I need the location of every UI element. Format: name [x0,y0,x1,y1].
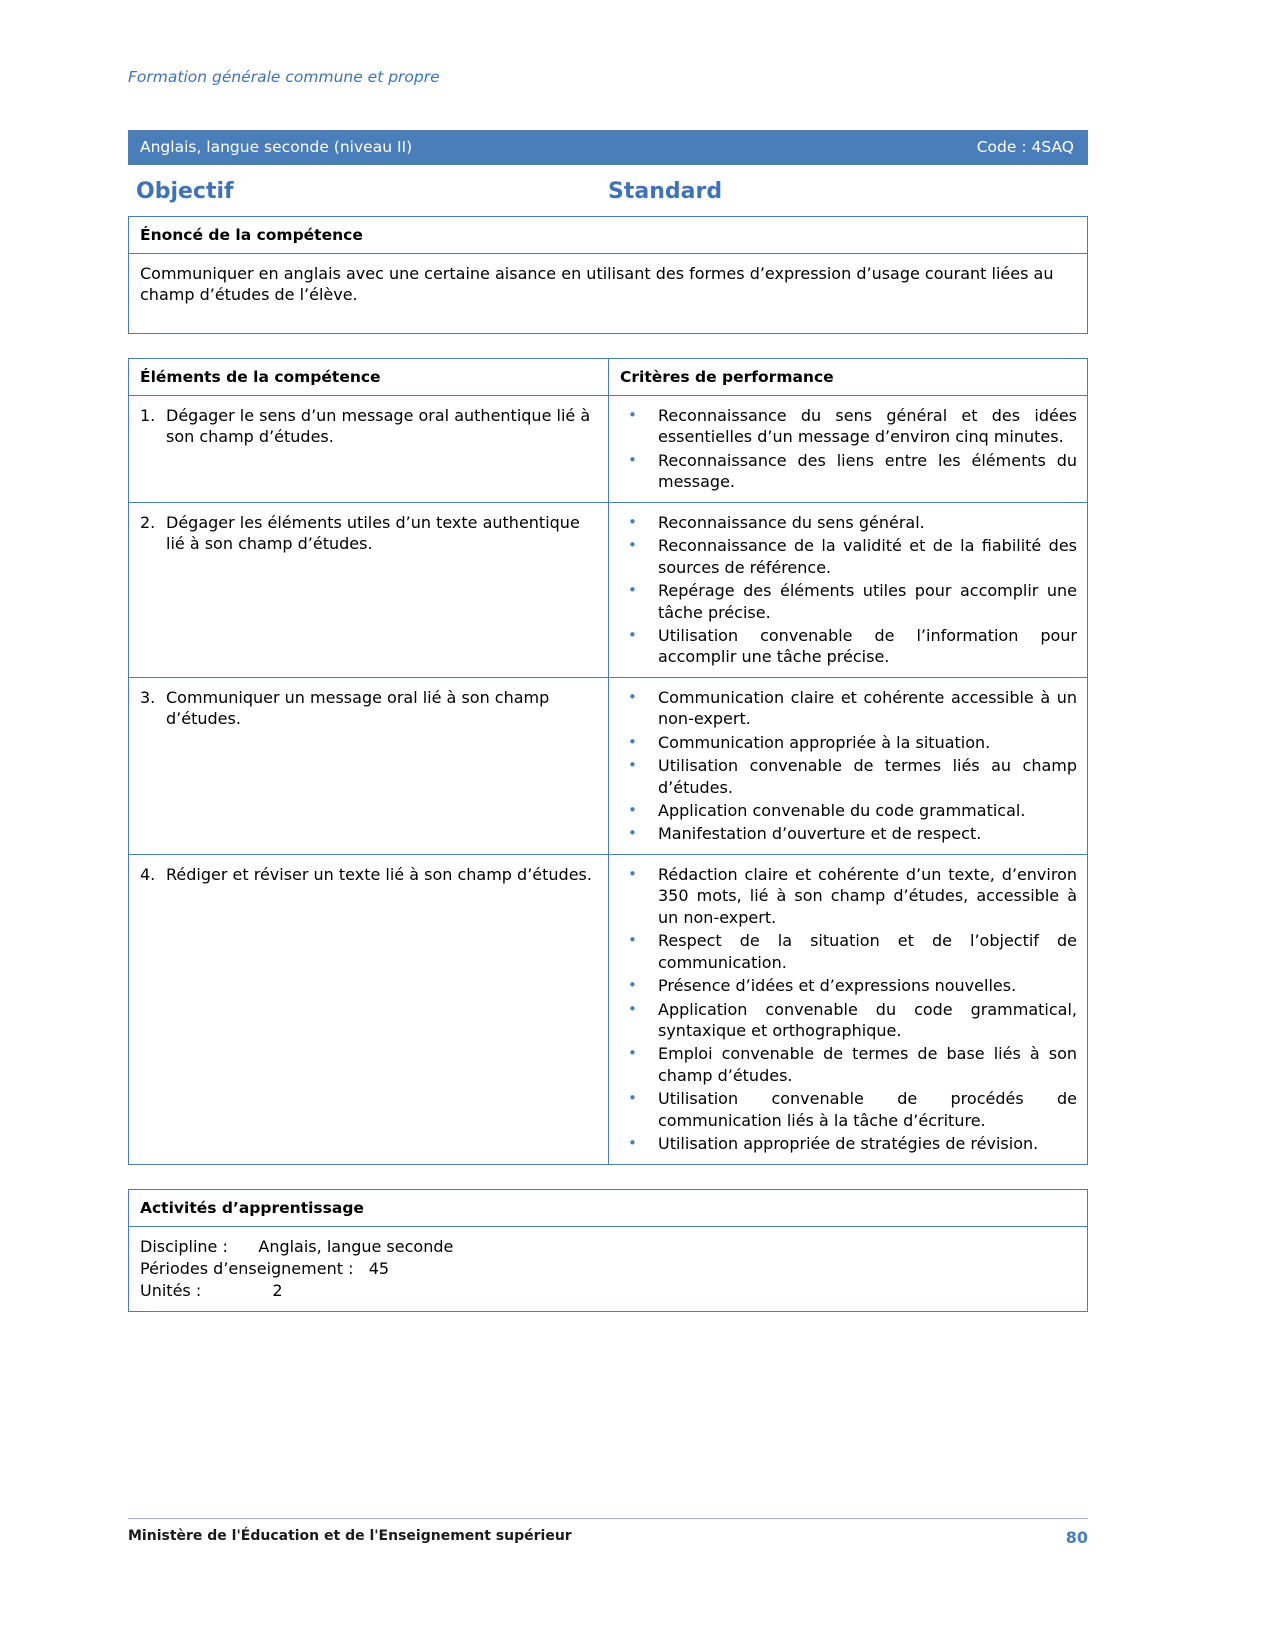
elements-column-header: Éléments de la compétence [129,359,609,396]
criteria-column-header: Critères de performance [609,359,1088,396]
criteria-item: • Manifestation d’ouverture et de respect. [620,823,1077,844]
criteria-list [620,405,1077,493]
criteria-item: • Présence d’idées et d’expressions nouvelles. [620,975,1077,996]
page-content [128,130,1088,1312]
table-row [129,1226,1088,1311]
element-number: 1. [140,406,156,425]
criteria-cell [609,854,1088,1164]
activities-line: Discipline : Anglais, langue seconde [140,1236,454,1256]
element-number: 2. [140,512,156,532]
criteria-list [620,687,1077,845]
criteria-item: • Reconnaissance du sens général. [620,512,1077,533]
criteria-cell [609,677,1088,854]
element-text: Dégager les éléments utiles d’un texte authentique lié à son champ d’études. [166,512,580,553]
element-number: 4. [140,864,156,884]
criteria-item: • Utilisation convenable de procédés de communication liés à la tâche d’écriture. [620,1088,1077,1131]
activities-body [129,1226,1088,1311]
table-row [129,502,1088,677]
criteria-list [620,512,1077,668]
criteria-item: • Rédaction claire et cohérente d’un texte, d’environ 350 mots, lié à son champ d’études, accessible à un non-expert. [620,864,1077,928]
running-header: Formation générale commune et propre [128,68,440,86]
criteria-cell [609,396,1088,503]
element-number: 3. [140,687,156,707]
competence-statement-header: Énoncé de la compétence [129,217,1088,254]
element-text: Dégager le sens d’un message oral authentique lié à son champ d’études. [166,406,591,447]
criteria-item: • Reconnaissance du sens général et des idées essentielles d’un message d’environ cinq minutes. [620,405,1077,448]
criteria-item: • Reconnaissance de la validité et de la fiabilité des sources de référence. [620,535,1077,578]
objectif-heading: Objectif [136,179,234,204]
criteria-item: • Respect de la situation et de l’objectif de communication. [620,930,1077,973]
criteria-item: • Utilisation convenable de termes liés au champ d’études. [620,755,1077,798]
course-code: Code : 4SAQ [976,138,1074,156]
table-row [129,217,1088,254]
competence-elements-table [128,358,1088,1165]
criteria-item: • Communication claire et cohérente accessible à un non-expert. [620,687,1077,730]
criteria-item: • Application convenable du code grammatical, syntaxique et orthographique. [620,999,1077,1042]
course-title: Anglais, langue seconde (niveau II) [140,138,413,156]
spacer [128,1165,1088,1189]
criteria-cell [609,502,1088,677]
criteria-item: • Application convenable du code grammatical. [620,800,1077,821]
element-text: Rédiger et réviser un texte lié à son champ d’études. [166,864,592,884]
criteria-item: • Utilisation appropriée de stratégies de révision. [620,1133,1077,1154]
criteria-list [620,864,1077,1155]
activities-line: Unités : 2 [140,1280,283,1300]
table-row [129,1189,1088,1226]
element-cell [129,677,609,854]
standard-heading: Standard [608,179,723,204]
spacer [128,334,1088,358]
criteria-item: • Repérage des éléments utiles pour accomplir une tâche précise. [620,580,1077,623]
column-headings [128,179,1088,204]
activities-table [128,1189,1088,1312]
table-row [129,254,1088,334]
footer-divider [128,1518,1088,1519]
element-text: Communiquer un message oral lié à son champ d’études. [166,687,550,728]
page-footer [128,1528,1088,1547]
activities-header: Activités d’apprentissage [129,1189,1088,1226]
competence-statement-table [128,216,1088,334]
table-header-row [129,359,1088,396]
element-cell [129,502,609,677]
element-cell [129,396,609,503]
table-row [129,396,1088,503]
criteria-item: • Communication appropriée à la situation. [620,732,1077,753]
criteria-item: • Reconnaissance des liens entre les éléments du message. [620,450,1077,493]
footer-ministry: Ministère de l'Éducation et de l'Enseignement supérieur [128,1528,572,1544]
table-row [129,854,1088,1164]
element-cell [129,854,609,1164]
competence-statement-text: Communiquer en anglais avec une certaine aisance en utilisant des formes d’expression d’usage courant liées au champ d’études de l’élève. [129,254,1088,334]
criteria-item: • Emploi convenable de termes de base liés à son champ d’études. [620,1043,1077,1086]
table-row [129,677,1088,854]
criteria-item: • Utilisation convenable de l’information pour accomplir une tâche précise. [620,625,1077,668]
activities-line: Périodes d’enseignement : 45 [140,1258,390,1278]
course-title-bar [128,130,1088,165]
page-number: 80 [1065,1528,1088,1547]
